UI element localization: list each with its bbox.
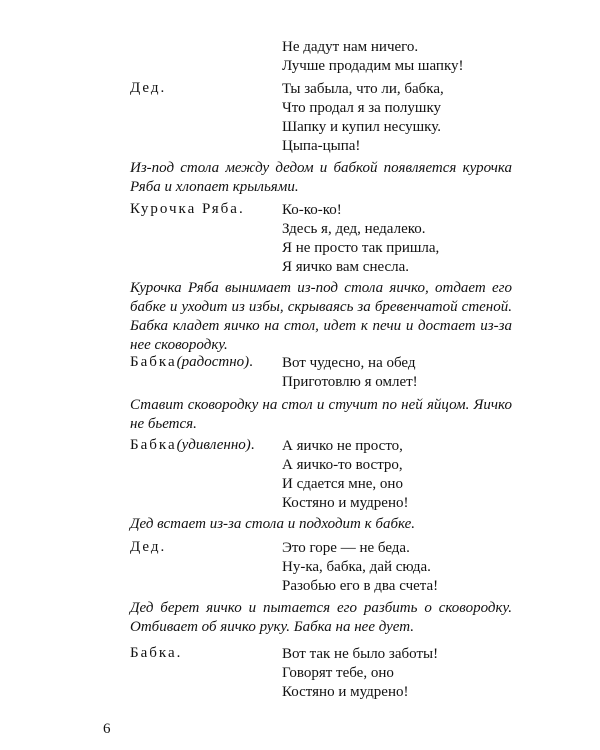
dialogue-lines bbox=[282, 437, 408, 513]
dialogue-line: Что продал я за полушку bbox=[282, 100, 442, 116]
speaker-name bbox=[130, 354, 255, 371]
dialogue-line: Я яичко вам снесла. bbox=[282, 259, 410, 275]
speaker-name bbox=[130, 437, 257, 454]
dialogue-line: Это горе — не беда. bbox=[282, 540, 410, 556]
speaker-direction: (удивленно) bbox=[176, 437, 251, 453]
dialogue-line: И сдается мне, оно bbox=[282, 476, 403, 492]
speaker-label: Бабка bbox=[130, 354, 177, 370]
dialogue-line: Не дадут нам ничего. bbox=[282, 39, 419, 55]
dialogue-line: Я не просто так пришла, bbox=[282, 240, 440, 256]
dialogue-line: Говорят тебе, оно bbox=[282, 665, 394, 681]
speaker-direction: (радостно) bbox=[176, 354, 250, 370]
dialogue-lines bbox=[282, 354, 418, 392]
dialogue-line: Ко-ко-ко! bbox=[282, 202, 342, 218]
speaker-name: Курочка Ряба. bbox=[130, 201, 245, 217]
dialogue-line: Костяно и мудрено! bbox=[282, 495, 409, 511]
dialogue-line: Ты забыла, что ли, бабка, bbox=[282, 81, 444, 97]
speaker-label: Бабка bbox=[130, 437, 177, 453]
dialogue-line: Вот так не было заботы! bbox=[282, 646, 439, 662]
speaker-name: Бабка. bbox=[130, 645, 183, 661]
dialogue-line: Шапку и купил несушку. bbox=[282, 119, 441, 135]
page-number: 6 bbox=[103, 721, 111, 737]
dialogue-line: Разобью его в два счета! bbox=[282, 578, 439, 594]
dialogue-line: Ну-ка, бабка, дай сюда. bbox=[282, 559, 431, 575]
dialogue-line: А яичко-то востро, bbox=[282, 457, 403, 473]
dialogue-line: Лучше продадим мы шапку! bbox=[282, 58, 464, 74]
dialogue-lines bbox=[282, 38, 464, 76]
dialogue-lines bbox=[282, 645, 438, 702]
stage-direction: Из-под стола между дедом и бабкой появляется курочка Ряба и хлопает крыльями. bbox=[130, 160, 512, 195]
dialogue-lines bbox=[282, 539, 438, 596]
dialogue-line: А яичко не просто, bbox=[282, 438, 403, 454]
speaker-end: . bbox=[249, 354, 255, 370]
stage-direction: Дед берет яичко и пытается его разбить о сковородку. Отбивает об яичко руку. Бабка на нее дует. bbox=[130, 600, 512, 635]
dialogue-line: Цыпа-цыпа! bbox=[282, 138, 361, 154]
stage-direction: Ставит сковородку на стол и стучит по ней яйцом. Яичко не бьется. bbox=[130, 397, 512, 432]
dialogue-lines bbox=[282, 201, 439, 277]
dialogue-line: Вот чудесно, на обед bbox=[282, 355, 416, 371]
speaker-name: Дед. bbox=[130, 80, 167, 96]
dialogue-line: Здесь я, дед, недалеко. bbox=[282, 221, 426, 237]
speaker-end: . bbox=[250, 437, 257, 453]
speaker-name: Дед. bbox=[130, 539, 167, 555]
stage-direction: Курочка Ряба вынимает из-под стола яичко, отдает его бабке и уходит из избы, скрываясь за бревенчатой стеной. Бабка кладет яичко на стол, идет к печи и достает из-за нее сковородку. bbox=[130, 280, 512, 353]
dialogue-line: Приготовлю я омлет! bbox=[282, 374, 418, 390]
stage-direction: Дед встает из-за стола и подходит к бабке. bbox=[130, 516, 416, 532]
dialogue-line: Костяно и мудрено! bbox=[282, 684, 409, 700]
dialogue-lines bbox=[282, 80, 444, 156]
